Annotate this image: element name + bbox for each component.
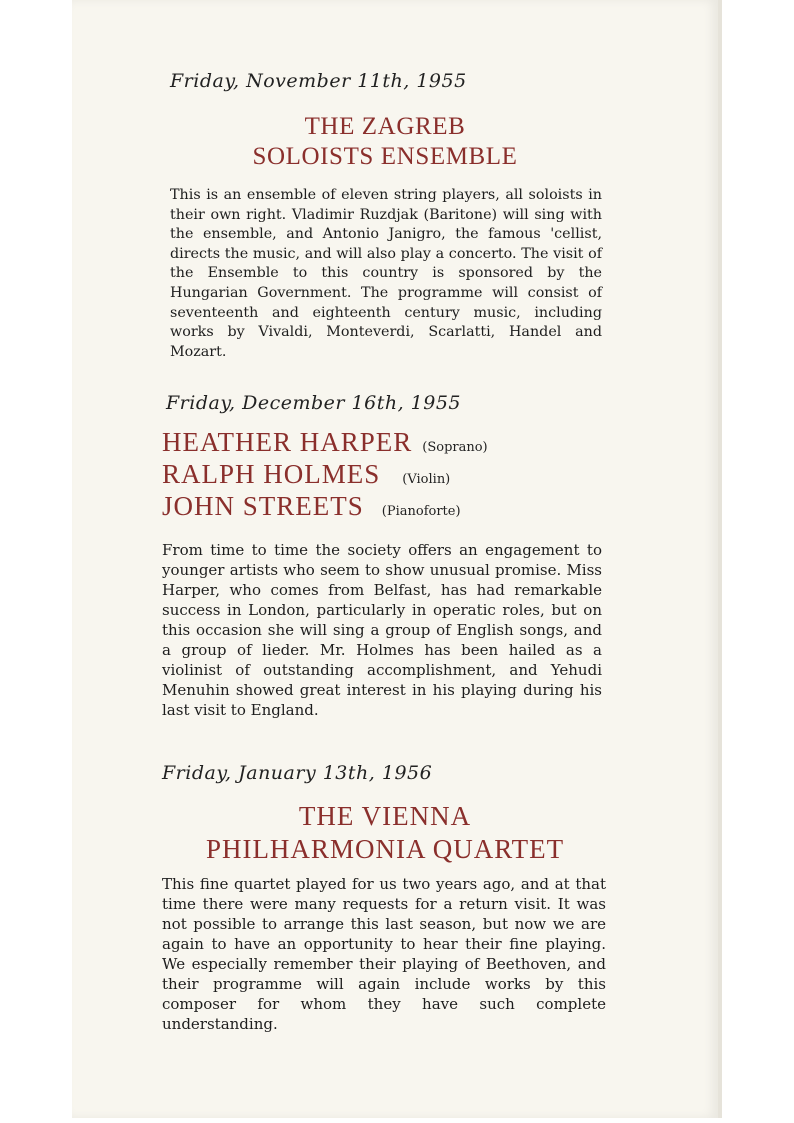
performer-name: JOHN STREETS xyxy=(162,491,364,521)
concert-harper-holmes-streets xyxy=(162,392,608,720)
concert-title-line: SOLOISTS ENSEMBLE xyxy=(252,143,518,170)
concert-date: Friday, December 16th, 1955 xyxy=(166,392,462,414)
concert-zagreb xyxy=(162,70,608,362)
performer-ralph-holmes xyxy=(162,458,608,490)
performer-role: (Violin) xyxy=(402,472,451,487)
concert-description: This fine quartet played for us two years ago, and at that time there were many requests for a return visit. It was not possible to arrange this last season, but now we are again to have an opportunity to hear their fine playing. We especially remember their playing of Beethoven, and their programme will again include works by this composer for whom they have such complete understanding. xyxy=(162,875,606,1033)
concert-title-line: PHILHARMONIA QUARTET xyxy=(205,834,565,864)
sheet-edge xyxy=(718,0,722,1118)
performer-role: (Soprano) xyxy=(422,440,488,455)
concert-description: This is an ensemble of eleven string players, all soloists in their own right. Vladimir Ruzdjak (Baritone) will sing with the ensemble, and Antonio Janigro, the famous 'cellist, directs the music, and will also play a concerto. The visit of the Ensemble to this country is sponsored by the Hungarian Government. The programme will consist of seventeenth and eighteenth century music, including works by Vivaldi, Monteverdi, Scarlatti, Handel and Mozart. xyxy=(170,187,602,360)
concert-title-line: THE ZAGREB xyxy=(304,113,466,140)
performer-name: RALPH HOLMES xyxy=(162,459,381,489)
concert-title-line: THE VIENNA xyxy=(298,801,472,831)
performer-name: HEATHER HARPER xyxy=(162,427,413,457)
performer-heather-harper xyxy=(162,426,608,458)
performer-john-streets xyxy=(162,490,608,522)
concert-description: From time to time the society offers an engagement to younger artists who seem to show unusual promise. Miss Harper, who comes from Belfast, has had remarkable success in London, particularly in operatic roles, but on this occasion she will sing a group of English songs, and a group of lieder. Mr. Holmes has been hailed as a violinist of outstanding accomplishment, and Yehudi Menuhin showed great interest in his playing during his last visit to England. xyxy=(162,541,602,719)
concert-vienna-philharmonia xyxy=(162,762,608,1034)
concert-date: Friday, January 13th, 1956 xyxy=(162,762,433,784)
concert-date: Friday, November 11th, 1955 xyxy=(170,70,467,92)
performer-role: (Pianoforte) xyxy=(381,504,461,519)
